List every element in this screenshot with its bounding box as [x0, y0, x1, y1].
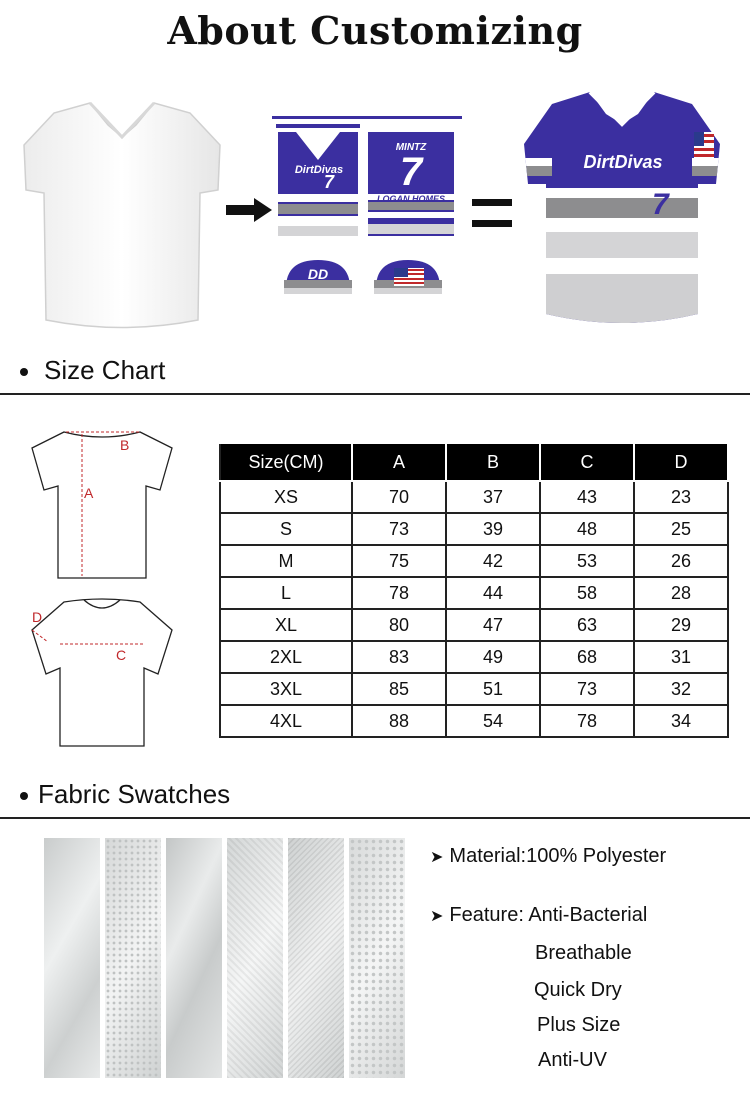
fabric-swatch-1	[44, 838, 100, 1078]
finished-jersey-image	[522, 88, 722, 333]
size-cell: S	[220, 513, 352, 545]
table-row	[220, 705, 728, 737]
column-header: D	[634, 443, 728, 481]
material-line: ➤ Material:100% Polyester	[430, 845, 667, 867]
measurement-cell: 85	[352, 673, 446, 705]
measurement-cell: 26	[634, 545, 728, 577]
diagram-label-d: D	[32, 609, 43, 625]
back-player-name: MINTZ	[395, 142, 427, 153]
measurement-diagram	[22, 420, 182, 760]
measurement-cell: 83	[352, 641, 446, 673]
page-title: About Customizing	[167, 8, 583, 53]
bullet-icon	[20, 792, 28, 800]
bullet-icon	[20, 368, 28, 376]
design-template	[272, 112, 462, 302]
diagram-label-c: C	[116, 647, 127, 663]
sponsor-text: LOGAN HOMES	[376, 194, 445, 204]
fabric-swatches-heading: Fabric Swatches	[20, 779, 230, 810]
table-row	[220, 513, 728, 545]
measurement-cell: 29	[634, 609, 728, 641]
fabric-swatch-6	[349, 838, 405, 1078]
finished-number: 7	[652, 188, 669, 221]
measurement-cell: 78	[540, 705, 634, 737]
column-header: C	[540, 443, 634, 481]
front-team-name: DirtDivas	[294, 164, 344, 176]
arrow-right-icon	[224, 197, 274, 223]
measurement-cell: 28	[634, 577, 728, 609]
feature-item: Plus Size	[537, 1014, 621, 1036]
divider	[0, 817, 750, 819]
size-cell: XS	[220, 481, 352, 513]
measurement-cell: 34	[634, 705, 728, 737]
table-row	[220, 545, 728, 577]
measurement-cell: 23	[634, 481, 728, 513]
feature-item: Breathable	[535, 942, 632, 964]
divider	[0, 393, 750, 395]
front-number: 7	[324, 172, 335, 192]
size-cell: 4XL	[220, 705, 352, 737]
measurement-cell: 49	[446, 641, 540, 673]
arrowhead-icon: ➤	[430, 908, 444, 925]
measurement-cell: 47	[446, 609, 540, 641]
measurement-cell: 75	[352, 545, 446, 577]
table-row	[220, 481, 728, 513]
table-row	[220, 577, 728, 609]
equals-icon	[472, 197, 512, 231]
finished-jersey-graphic	[522, 88, 722, 333]
feature-item: Anti-UV	[538, 1049, 607, 1071]
size-cell: M	[220, 545, 352, 577]
measurement-cell: 88	[352, 705, 446, 737]
measurement-cell: 73	[352, 513, 446, 545]
size-table	[219, 442, 729, 738]
measurement-cell: 51	[446, 673, 540, 705]
table-row	[220, 673, 728, 705]
feature-line: ➤ Feature: Anti-Bacterial	[430, 904, 648, 926]
measurement-cell: 68	[540, 641, 634, 673]
table-row	[220, 641, 728, 673]
measurement-cell: 37	[446, 481, 540, 513]
size-cell: 3XL	[220, 673, 352, 705]
fabric-swatch-3	[166, 838, 222, 1078]
measurement-cell: 53	[540, 545, 634, 577]
size-cell: L	[220, 577, 352, 609]
measurement-cell: 42	[446, 545, 540, 577]
measurement-cell: 78	[352, 577, 446, 609]
blank-jersey-image	[20, 95, 225, 335]
measurement-cell: 54	[446, 705, 540, 737]
fabric-swatch-5	[288, 838, 344, 1078]
arrowhead-icon: ➤	[430, 849, 444, 866]
finished-team-name: DirtDivas	[583, 152, 663, 172]
measurement-cell: 43	[540, 481, 634, 513]
column-header: A	[352, 443, 446, 481]
measurement-cell: 39	[446, 513, 540, 545]
table-row	[220, 609, 728, 641]
measurement-cell: 44	[446, 577, 540, 609]
measurement-cell: 73	[540, 673, 634, 705]
table-header-row	[220, 443, 728, 481]
measurement-cell: 48	[540, 513, 634, 545]
measurement-cell: 63	[540, 609, 634, 641]
sleeve-logo: DD	[307, 266, 329, 282]
fabric-swatch-2	[105, 838, 161, 1078]
measurement-cell: 58	[540, 577, 634, 609]
size-cell: 2XL	[220, 641, 352, 673]
diagram-label-b: B	[120, 437, 130, 453]
feature-item: Quick Dry	[534, 979, 622, 1001]
column-header: B	[446, 443, 540, 481]
diagram-label-a: A	[84, 485, 94, 501]
measurement-cell: 80	[352, 609, 446, 641]
back-number: 7	[399, 150, 423, 194]
size-cell: XL	[220, 609, 352, 641]
fabric-swatch-4	[227, 838, 283, 1078]
column-header: Size(CM)	[220, 443, 352, 481]
measurement-cell: 32	[634, 673, 728, 705]
measurement-cell: 25	[634, 513, 728, 545]
measurement-cell: 31	[634, 641, 728, 673]
measurement-cell: 70	[352, 481, 446, 513]
size-chart-heading: Size Chart	[20, 355, 165, 386]
